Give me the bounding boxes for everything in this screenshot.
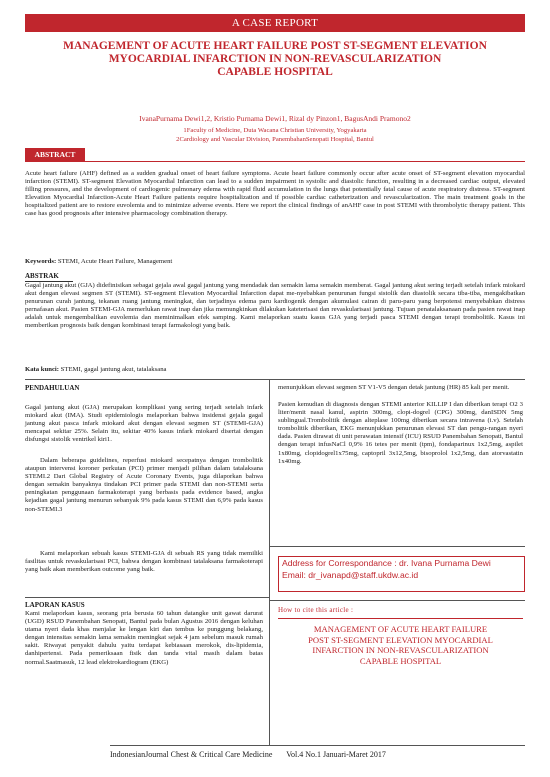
pendahuluan-paragraph-1: Gagal jantung akut (GJA) merupakan komplikasi yang sering terjadi setelah infark miokard akut (IMA). Studi epidemiologis melaporkan bahwa insidensi gejala gagal jantung akut pasca infark miokard akut dengan elevasi segmen ST (STEMI-GJA) mencapai sekitar 25%. Selain itu, sekitar 40% kasus infark miokard disertai dengan disfungsi sistolik ventrikel kiri1. — [25, 404, 263, 444]
section-divider — [25, 379, 525, 380]
correspondence-box — [278, 556, 525, 592]
kata-kunci-label: Kata kunci: — [25, 366, 59, 373]
title-line: CAPABLE HOSPITAL — [217, 66, 333, 78]
cite-label: How to cite this article : — [278, 606, 354, 614]
right-paragraph-1: menunjukkan elevasi segmen ST V1-V5 dengan detak jantung (HR) 85 kali per menit. — [278, 384, 510, 391]
right-paragraph-2: Pasien kemudian di diagnosis dengan STEMI anterior KILLIP I dan diberikan terapi O2 3 liter/menit nasal kanul, aspirin 300mg, clopi-dogrel (CPG) 300mg, danISDN 5mg sublingual.Trombolitik dengan alteplase 100mg diberikan secara intravena (i.v). Setelah trombolitik diberikan, EKG menunjukkan penurunan elevasi ST dan pengu-rangan nyeri dada. Pasien dirawat di unit perawatan intensif (ICU) RSUD Panembahan Senopati, Bantul dengan terapi infusNaCl 0,9% 16 tetes per menit (tpm), fondaparinux 1x2,5mg, aspilet 1x80mg, clopidogrel1x75mg, captopril 3x12,5mg, bisoprolol 1x2,5mg, dan atorvastatin 1x40mg. — [278, 401, 523, 465]
pendahuluan-heading: PENDAHULUAN — [25, 384, 80, 392]
keywords-value: STEMI, Acute Heart Failure, Management — [57, 258, 173, 265]
kata-kunci-value: STEMI, gagal jantung akut, tatalaksana — [60, 366, 167, 373]
keywords-indonesian — [25, 366, 167, 373]
pendahuluan-paragraph-2: Dalam beberapa guidelines, reperfusi miokard secepatnya dengan trombolitik ataupun intervensi koroner perkutan (PCI) primer menjadi pilihan dalam tatalaksana STEMI.2 Dari Global Registry of Acute Coronary Events, juga dilaporkan bahwa dengan semakin banyaknya tindakan PCI primer pada STEMI dan non-STEMI serta peningkatan penggunaan farmakoterapi yang berbasis pada evidence based, angka kejadian gagal jantung menurun sebanyak 9% pada kasus STEMI dan 6,9% pada kasus non-STEMI.3 — [25, 457, 263, 513]
abstrak-label: ABSTRAK — [25, 272, 59, 280]
abstract-header — [25, 148, 525, 162]
cite-top-divider — [270, 600, 525, 601]
abstract-english: Acute heart failure (AHF) defined as a sudden gradual onset of heart failure symptoms. Acute heart failure commonly occur after acute onset of ST-segment elevation myocardial infarction (STEMI). ST-segment Elevation Myocardial Infarction can lead to a sudden impairment in systolic and diastolic function, resulting in a decreased cardiac output, elevated filling pressures, and the development of cardiogenic pulmonary edema with rapid fluid accumulation in the lungs that potentially fatal cause of acute respiratory distress. ST-segment Elevation Myocardial Infarction-Acute Heart Failure patients require hospitalization and if possible cardiac catheterization and revascularization. The main treatment goals in the hospitalized patient are to restore euvolemia and to minimize adverse events. Here we report the clinical findings of anAHF case in post STEMI with thrombolytic therapy patient. This case has good prognosis after intensive pharmacology combination therapy. — [25, 170, 525, 218]
author-list: IvanaPurnama Dewi1,2, Kristio Purnama Dewi1, Rizal dy Pinzon1, BagusAndi Pramono2 — [139, 114, 411, 123]
left-column-divider — [25, 597, 269, 598]
report-type-banner: A CASE REPORT — [25, 14, 525, 32]
abstract-indonesian: Gagal jantung akut (GJA) didefinisikan sebagai gejala awal gagal jantung yang mendadak dan semakin lama semakin memberat. Gagal jantung akut sering terjadi setelah infark miokard akut dengan elevasi segmen ST (STEMI). ST-segment Elevation Myocardial Infarction dapat me-nyebabkan penurunan fungsi sistolik dan diastolik secara tiba-tiba, mengakibatkan penurunan curah jantung, tekanan ruang jantung meningkat, dan terjadinya edema paru kardiogenik dengan akumulasi cairan di paru-paru yang berpotensi menyebabkan distress pernafasan akut. Pasien STEMI-GJA memerlukan rawat inap dan jika memungkinkan dilakukan kateterisasi dan revaskularisasi jantung. Tujuan penatalaksanaan pada pasien rawat inap adalah untuk mengembalikan euvolemia dan meminimalkan efek samping. Kami melaporkan suatu kasus GJA yang terjadi pasca STEMI dengan terapi trombolitik. Kasus ini memberikan prognosis baik dengan kombinasi terapi farmakologi yang baik. — [25, 282, 525, 330]
footer-journal: IndonesianJournal Chest & Critical Care Medicine — [110, 750, 273, 759]
affiliation-2: 2Cardiology and Vascular Division, PanembahanSenopati Hospital, Bantul — [176, 135, 374, 143]
footer-issue: Vol.4 No.1 Januari-Maret 2017 — [286, 750, 386, 759]
keywords-label: Keywords: — [25, 258, 57, 265]
page-footer — [110, 745, 525, 762]
abstract-rule — [85, 161, 525, 162]
footer-spacer — [274, 750, 284, 759]
column-divider — [269, 380, 270, 746]
cite-title-line: CAPABLE HOSPITAL — [359, 655, 442, 666]
affiliation-1: 1Faculty of Medicine, Duta Wacana Christian University, Yogyakarta — [183, 127, 367, 134]
cite-box — [278, 606, 523, 666]
abstract-label: ABSTRACT — [25, 148, 85, 162]
cite-article-title — [278, 624, 523, 666]
correspondence-email[interactable]: Email: dr_ivanapd@staff.ukdw.ac.id — [282, 570, 419, 580]
cite-title-line: POST ST-SEGMENT ELEVATION MYOCARDIAL — [308, 634, 493, 645]
laporan-kasus-paragraph: Kami melaporkan kasus, seorang pria berusia 60 tahun datangke unit gawat darurat (UGD) RSUD Panembahan Senopati, Bantul pada bulan Agustus 2016 dengan keluhan utama nyeri dada khas menjalar ke lengan kiri dan tembus ke punggung belakang, dengan intensitas semakin lama semakin meningkat sejak 4 jam sebelum masuk rumah sakit. Riwayat penyakit dahulu yaitu terdapat kebiasaan merokok, dis-lipidemia, danhipertensi. Pada pemeriksaan fisik dan tanda vital masih dalam batas normal.Saatmasuk, 12 lead elektrokardiogram (EKG) — [25, 610, 263, 666]
right-column-divider — [270, 546, 525, 547]
pendahuluan-paragraph-3: Kami melaporkan sebuah kasus STEMI-GJA di sebuah RS yang tidak memiliki fasilitas untuk revaskularisasi PCI, bahwa dengan kombinasi tatalaksana farmakoterapi yang baik akan memberikan outcome yang baik. — [25, 550, 263, 574]
title-line: MYOCARDIAL INFARCTION IN NON-REVASCULARIZATION — [108, 53, 442, 65]
laporan-kasus-heading: LAPORAN KASUS — [25, 601, 85, 609]
cite-title-line: INFARCTION IN NON-REVASCULARIZATION — [312, 645, 489, 655]
cite-title-line: MANAGEMENT OF ACUTE HEART FAILURE — [313, 624, 488, 634]
correspondence-address: Address for Correspondance : dr. Ivana Purnama Dewi — [282, 558, 491, 568]
cite-rule — [278, 618, 523, 619]
keywords-english — [25, 258, 172, 265]
article-title — [30, 40, 520, 79]
affiliations — [30, 127, 520, 144]
title-line: MANAGEMENT OF ACUTE HEART FAILURE POST ST-SEGMENT ELEVATION — [63, 40, 487, 52]
